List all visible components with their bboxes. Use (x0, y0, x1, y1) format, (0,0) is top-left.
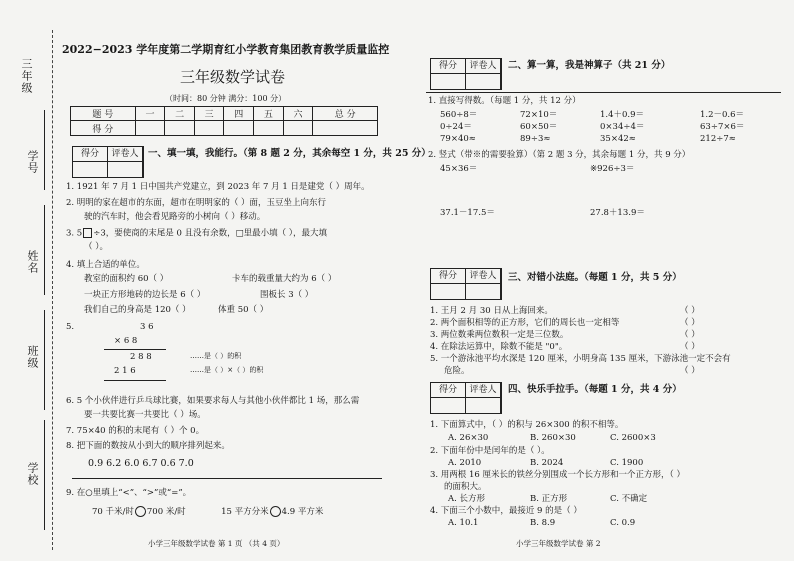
exam-time-note: （时间：80 分钟 满分：100 分） (165, 94, 287, 103)
q1-9b: 700 米/时 (146, 507, 186, 517)
score-cell[interactable] (313, 121, 378, 136)
score-col-header: 二 (165, 107, 195, 121)
tf-answer-paren[interactable]: （ ） (680, 342, 700, 352)
score-col-header: 五 (254, 107, 284, 121)
mc-option[interactable]: B. 260×30 (530, 433, 576, 443)
score-col-header: 总 分 (313, 107, 378, 121)
q1-6b: 要一共要比赛一共要比（ ）场。 (84, 410, 206, 420)
section3-heading: 三、对错小法庭。（每题 1 分，共 5 分） (508, 272, 682, 283)
mc-option[interactable]: B. 8.9 (530, 518, 556, 528)
mc-option[interactable]: B. 2024 (530, 458, 564, 468)
grader-box-score: 得分 (73, 147, 108, 177)
divider (426, 92, 781, 93)
score-cell[interactable] (165, 121, 195, 136)
vert-mult-line (104, 349, 166, 350)
mc-option[interactable]: A. 2010 (448, 458, 482, 468)
grader-box-grader: 评卷人 (108, 147, 143, 177)
tf-item: 2. 两个面积相等的正方形，它们的周长也一定相等 (430, 318, 620, 328)
margin-class-name-label: 班级 (26, 345, 39, 369)
q1-4b: 卡车的载重量大约为 6（ ） (232, 274, 337, 284)
vert-mult-note1: ……是（ ）的积 (190, 352, 242, 360)
vert-mult-row2: × 6 8 (114, 336, 138, 346)
q1-4a: 教室的面积约 60（ ） (84, 274, 169, 284)
calc-item: 0×34÷4＝ (600, 122, 645, 132)
score-cell[interactable] (224, 121, 254, 136)
score-col-header: 六 (283, 107, 313, 121)
q1-1: 1. 1921 年 7 月 1 日中国共产党建立，到 2023 年 7 月 1 日是建党（ ）周年。 (66, 182, 370, 192)
mc-option[interactable]: C. 0.9 (610, 518, 636, 528)
margin-fill-line (44, 110, 45, 190)
calc-item: 79×40≈ (440, 134, 476, 144)
q1-3 (66, 228, 327, 240)
margin-class-label: 三年级 (20, 58, 33, 94)
calc-item: 72×10＝ (520, 110, 558, 120)
mc-option[interactable]: B. 正方形 (530, 494, 568, 504)
q1-4d: 围板长 3（ ） (260, 290, 314, 300)
calc-item: 0÷24＝ (440, 122, 472, 132)
q1-3c: （ ）。 (84, 242, 108, 252)
margin-name-label: 姓名 (26, 250, 39, 274)
q1-8-numbers: 0.9 6.2 6.0 6.7 0.6 7.0 (88, 458, 194, 469)
grader-box-grader: 评卷人 (466, 383, 501, 413)
vertical-calc: ※926÷3＝ (590, 164, 635, 174)
grader-box-grader: 评卷人 (466, 59, 501, 89)
tf-item: 1. 王月 2 月 30 日从上海回来。 (430, 306, 553, 316)
score-col-header: 四 (224, 107, 254, 121)
exam-subtitle: 三年级数学试卷 (180, 68, 286, 86)
q1-4c: 一块正方形地砖的边长是 6（ ） (84, 290, 206, 300)
mc-option[interactable]: C. 1900 (610, 458, 644, 468)
tf-item: 4. 在除法运算中，除数不能是 "0"。 (430, 342, 568, 352)
tf-item-cont: 危险。 (444, 366, 470, 376)
digit-box[interactable] (83, 228, 92, 238)
calc-item: 560÷8＝ (440, 110, 478, 120)
vert-mult-line (104, 380, 166, 381)
margin-student-no-label: 学号 (26, 150, 39, 174)
grader-box (430, 58, 502, 90)
q1-3-prefix: 3. 5 (66, 228, 83, 239)
score-col-header: 一 (135, 107, 165, 121)
mc-question: 2. 下面年份中是闰年的是（ ）。 (430, 446, 550, 456)
mc-option[interactable]: C. 不确定 (610, 494, 648, 504)
mc-option[interactable]: A. 长方形 (448, 494, 486, 504)
q1-9d: 4.9 平方米 (281, 507, 324, 517)
calc-item: 60×50＝ (520, 122, 558, 132)
mc-option[interactable]: A. 26×30 (448, 433, 489, 443)
q1-5: 5. (66, 322, 75, 332)
calc-part1: 1. 直接写得数。（每题 1 分，共 12 分） (428, 96, 581, 106)
calc-item: 1.2－0.6＝ (700, 110, 745, 120)
score-table (70, 106, 378, 136)
compare-circle[interactable] (270, 506, 281, 517)
vertical-calc: 45×36＝ (440, 164, 478, 174)
calc-item: 89÷3≈ (520, 134, 551, 144)
seal-line (52, 30, 53, 550)
score-cell[interactable] (194, 121, 224, 136)
calc-item: 35×42≈ (600, 134, 636, 144)
score-cell[interactable] (283, 121, 313, 136)
q1-7: 7. 75×40 的积的末尾有（ ）个 0。 (66, 426, 205, 436)
score-col-header: 三 (194, 107, 224, 121)
q1-8: 8. 把下面的数按从小到大的顺序排列起来。 (66, 441, 230, 451)
section4-heading: 四、快乐手拉手。（每题 1 分，共 4 分） (508, 384, 682, 395)
q1-9-compare (92, 506, 323, 518)
q1-4e: 我们自己的身高是 120（ ） (84, 305, 191, 315)
grader-box-score: 得分 (431, 383, 466, 413)
grader-box (72, 146, 144, 178)
exam-title: 2022−2023 学年度第二学期育红小学教育集团教育教学质量监控 (62, 43, 390, 56)
vert-mult-row1: 3 6 (140, 322, 154, 332)
score-row-label: 得 分 (71, 121, 136, 136)
tf-answer-paren[interactable]: （ ） (680, 330, 700, 340)
q1-9c: 15 平方分米 (221, 507, 269, 517)
calc-item: 63÷7×6＝ (700, 122, 745, 132)
mc-question: 1. 下面算式中，（ ）的积与 26×300 的积不相等。 (430, 420, 624, 430)
mc-option[interactable]: C. 2600×3 (610, 433, 656, 443)
q1-2b: 驶的汽车时，他会看见路旁的小树向（ ）移动。 (84, 212, 266, 222)
compare-circle[interactable] (135, 506, 146, 517)
answer-line (72, 478, 382, 479)
tf-answer-paren[interactable]: （ ） (680, 366, 700, 376)
margin-school-label: 学校 (26, 462, 39, 486)
calc-part2: 2. 竖式（带※的需要验算）（第 2 题 3 分，其余每题 1 分，共 9 分） (428, 150, 691, 160)
tf-item: 5. 一个游泳池平均水深是 120 厘米，小明身高 135 厘米，下游泳池一定不会有 (430, 354, 731, 364)
q1-9: 9. 在○里填上“<”、“>”或“=”。 (66, 488, 192, 498)
vert-mult-note2: ……是（ ）×（ ）的积 (190, 366, 264, 374)
section1-heading: 一、填一填，我能行。（第 8 题 2 分，其余每空 1 分，共 25 分） (148, 148, 431, 159)
tf-item: 3. 两位数乘两位数积一定是三位数。 (430, 330, 569, 340)
vert-mult-row4: 2 1 6 (114, 366, 136, 376)
section2-heading: 二、算一算，我是神算子（共 21 分） (508, 60, 671, 71)
mc-option[interactable]: A. 10.1 (448, 518, 479, 528)
grader-box-score: 得分 (431, 269, 466, 299)
margin-fill-line (44, 420, 45, 530)
grader-box-grader: 评卷人 (466, 269, 501, 299)
mc-question: 4. 下面三个小数中，最接近 9 的是（ ） (430, 506, 582, 516)
margin-fill-line (44, 310, 45, 410)
q1-2a: 2. 明明的家在超市的东面，超市在明明家的（ ）面，玉豆坐上向东行 (66, 198, 327, 208)
calc-item: 1.4＋0.9＝ (600, 110, 645, 120)
score-cell[interactable] (254, 121, 284, 136)
q1-4f: 体重 50（ ） (218, 305, 269, 315)
vertical-calc: 27.8＋13.9＝ (590, 208, 645, 218)
vertical-calc: 37.1－17.5＝ (440, 208, 495, 218)
margin-fill-line (44, 205, 45, 295)
grader-box (430, 268, 502, 300)
mc-question-cont: 的面积大。 (444, 482, 487, 492)
q1-4: 4. 填上合适的单位。 (66, 260, 145, 270)
vert-mult-row3: 2 8 8 (130, 352, 152, 362)
calc-item: 212÷7≈ (700, 134, 736, 144)
q1-6a: 6. 5 个小伙伴进行乒乓球比赛，如果要求每人与其他小伙伴都比 1 场，那么需 (66, 396, 360, 406)
grader-box (430, 382, 502, 414)
q1-9a: 70 千米/时 (92, 507, 134, 517)
footer-left: 小学三年级数学试卷 第 1 页 （共 4 页） (148, 539, 285, 548)
tf-answer-paren[interactable]: （ ） (680, 306, 700, 316)
score-cell[interactable] (135, 121, 165, 136)
tf-answer-paren[interactable]: （ ） (680, 318, 700, 328)
grader-box-score: 得分 (431, 59, 466, 89)
footer-right: 小学三年级数学试卷 第 2 (516, 539, 601, 548)
q1-3-text: ÷3，要使商的末尾是 0 且没有余数，□里最小填（ ），最大填 (93, 228, 328, 239)
mc-question: 3. 用两根 16 厘米长的铁丝分别围成一个长方形和一个正方形，（ ） (430, 470, 685, 480)
score-col-header: 题 号 (71, 107, 136, 121)
